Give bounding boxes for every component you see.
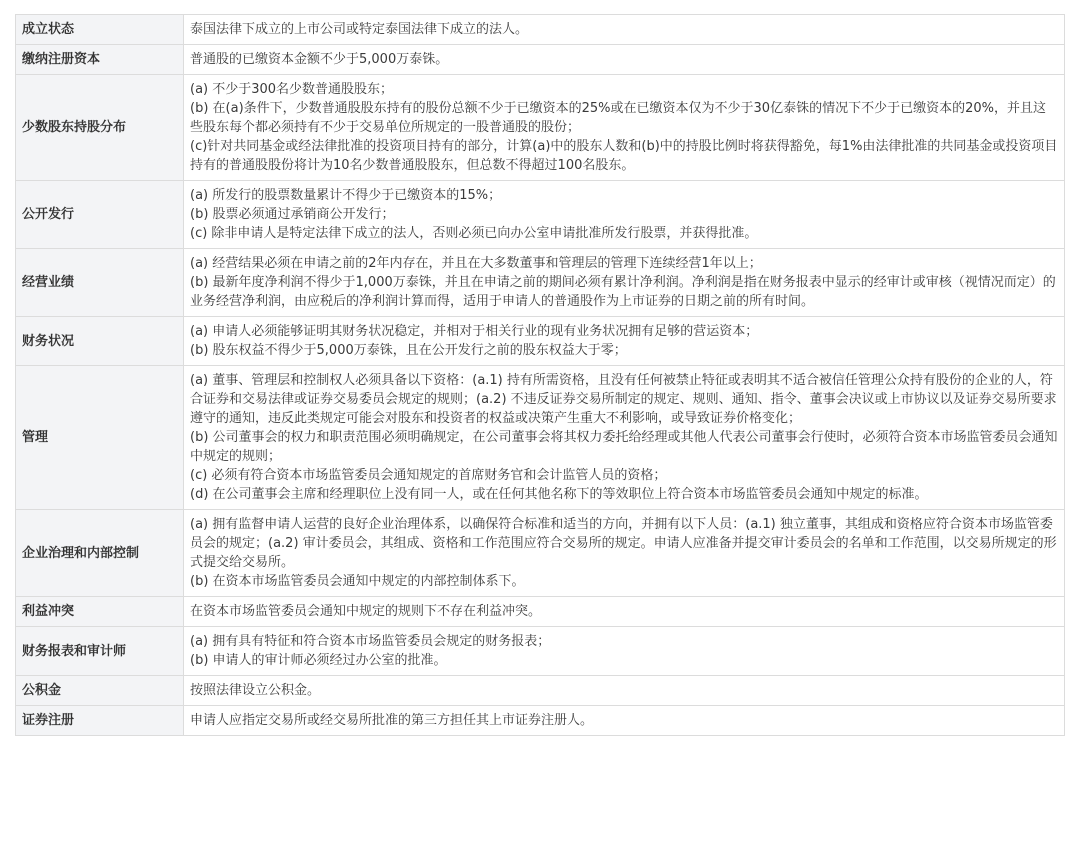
table-row [16,317,1065,366]
table-row [16,706,1065,736]
requirement-content: (a) 董事、管理层和控制权人必须具备以下资格：(a.1) 持有所需资格，且没有任何被禁止特征或表明其不适合被信任管理公众持有股份的企业的人，符合证券和交易法律或证券交易委员会规定的规则；(a.2) 不违反证券交易所制定的规定、规则、通知、指令、董事会决议或上市协议以及证券交易所要求遵守的通知，违反此类规定可能会对股东和投资者的权益或决策产生重大不利影响，或导致证券价格变化； (b) 公司董事会的权力和职责范围必须明确规定，在公司董事会将其权力委托给经理或其他人代表公司董事会行使时，必须符合资本市场监管委员会通知中规定的规则； (c) 必须有符合资本市场监管委员会通知规定的首席财务官和会计监管人员的资格； (d) 在公司董事会主席和经理职位上没有同一人，或在任何其他名称下的等效职位上符合资本市场监管委员会通知中规定的标准。 [184,366,1065,510]
table-row [16,627,1065,676]
table-row [16,75,1065,181]
table-row [16,597,1065,627]
requirement-content: 普通股的已缴资本金额不少于5,000万泰铢。 [184,45,1065,75]
table-row [16,15,1065,45]
table-row [16,676,1065,706]
table-row [16,510,1065,597]
table-body [16,15,1065,736]
requirement-label: 证券注册 [16,706,184,736]
requirement-label: 企业治理和内部控制 [16,510,184,597]
requirement-label: 利益冲突 [16,597,184,627]
requirement-label: 管理 [16,366,184,510]
requirement-content: 在资本市场监管委员会通知中规定的规则下不存在利益冲突。 [184,597,1065,627]
requirement-content: (a) 拥有具有特征和符合资本市场监管委员会规定的财务报表； (b) 申请人的审计师必须经过办公室的批准。 [184,627,1065,676]
requirement-content: (a) 拥有监督申请人运营的良好企业治理体系，以确保符合标准和适当的方向，并拥有以下人员：(a.1) 独立董事，其组成和资格应符合资本市场监管委员会的规定；(a.2) 审计委员会，其组成、资格和工作范围应符合交易所的规定。申请人应准备并提交审计委员会的名单和工作范围，以交易所规定的形式提交给交易所。 (b) 在资本市场监管委员会通知中规定的内部控制体系下。 [184,510,1065,597]
requirement-label: 财务报表和审计师 [16,627,184,676]
requirement-label: 公开发行 [16,181,184,249]
requirement-label: 经营业绩 [16,249,184,317]
listing-requirements-table [15,14,1065,736]
requirement-content: (a) 经营结果必须在申请之前的2年内存在，并且在大多数董事和管理层的管理下连续经营1年以上； (b) 最新年度净利润不得少于1,000万泰铢，并且在申请之前的期间必须有累计净利润。净利润是指在财务报表中显示的经审计或审核（视情况而定）的业务经营净利润，由应税后的净利润计算而得，适用于申请人的普通股作为上市证券的日期之前的所有时间。 [184,249,1065,317]
table-row [16,181,1065,249]
table-row [16,366,1065,510]
requirement-label: 成立状态 [16,15,184,45]
requirement-content: 按照法律设立公积金。 [184,676,1065,706]
requirement-label: 公积金 [16,676,184,706]
requirement-label: 财务状况 [16,317,184,366]
requirement-label: 缴纳注册资本 [16,45,184,75]
requirement-content: 泰国法律下成立的上市公司或特定泰国法律下成立的法人。 [184,15,1065,45]
requirement-content: (a) 所发行的股票数量累计不得少于已缴资本的15%； (b) 股票必须通过承销商公开发行； (c) 除非申请人是特定法律下成立的法人，否则必须已向办公室申请批准所发行股票，并获得批准。 [184,181,1065,249]
requirement-label: 少数股东持股分布 [16,75,184,181]
requirement-content: (a) 申请人必须能够证明其财务状况稳定，并相对于相关行业的现有业务状况拥有足够的营运资本； (b) 股东权益不得少于5,000万泰铢，且在公开发行之前的股东权益大于零； [184,317,1065,366]
table-row [16,45,1065,75]
table-row [16,249,1065,317]
requirement-content: 申请人应指定交易所或经交易所批准的第三方担任其上市证券注册人。 [184,706,1065,736]
requirement-content: (a) 不少于300名少数普通股股东； (b) 在(a)条件下，少数普通股股东持有的股份总额不少于已缴资本的25%或在已缴资本仅为不少于30亿泰铢的情况下不少于已缴资本的20%，并且这些股东每个都必须持有不少于交易单位所规定的一股普通股的股份； (c)针对共同基金或经法律批准的投资项目持有的部分，计算(a)中的股东人数和(b)中的持股比例时将获得豁免，每1%由法律批准的共同基金或投资项目持有的普通股股份将计为10名少数普通股股东，但总数不得超过100名股东。 [184,75,1065,181]
